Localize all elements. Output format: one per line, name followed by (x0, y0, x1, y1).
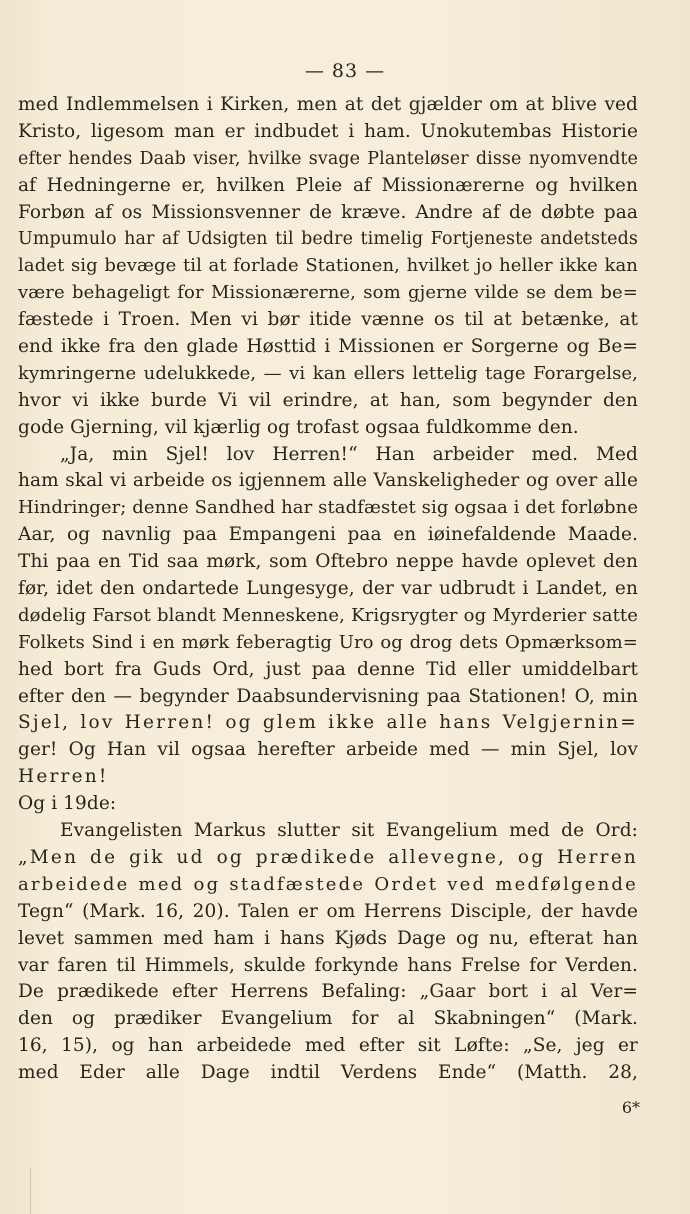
text-line: Hindringer; denne Sandhed har stadfæstet sig ogsaa i det forløbne (18, 497, 638, 519)
text-line: arbeidede med og stadfæstede Ordet ved medfølgende (18, 873, 638, 895)
text-line: Tegn“ (Mark. 16, 20). Talen er om Herrens Disciple, der havde (18, 900, 638, 922)
text-line: Kristo, ligesom man er indbudet i ham. Unokutembas Historie (18, 120, 638, 142)
text-line: ham skal vi arbeide os igjennem alle Vanskeligheder og over alle (18, 470, 638, 492)
page-edge-mark (0, 1168, 31, 1214)
text-line: Umpumulo har af Udsigten til bedre timelig Fortjeneste andetsteds (18, 229, 638, 250)
text-line: 16, 15), og han arbeidede med efter sit Løfte: „Se, jeg er (18, 1035, 638, 1057)
text-line: den og prædiker Evangelium for al Skabningen“ (Mark. (18, 1008, 638, 1030)
text-line: end ikke fra den glade Høsttid i Missionen er Sorgerne og Be= (18, 336, 638, 358)
text-line: Herren! (18, 766, 109, 788)
text-line: hed bort fra Guds Ord, just paa denne Tid eller umiddelbart (18, 658, 638, 680)
text-line: være behageligt for Missionærerne, som gjerne vilde se dem be= (18, 282, 638, 304)
text-line: dødelig Farsot blandt Menneskene, Krigsrygter og Myrderier satte (18, 604, 638, 626)
body-text (18, 92, 638, 1087)
text-line: Folkets Sind i en mørk feberagtig Uro og drog dets Opmærksom= (18, 631, 638, 653)
text-line: var faren til Himmels, skulde forkynde hans Frelse for Verden. (18, 954, 638, 976)
text-line: hvor vi ikke burde Vi vil erindre, at han, som begynder den (18, 389, 638, 411)
text-line: Aar, og navnlig paa Empangeni paa en iøinefaldende Maade. (18, 524, 638, 546)
text-line: efter den — begynder Daabsundervisning paa Stationen! O, min (18, 685, 638, 707)
text-line: Forbøn af os Missionsvenner de kræve. Andre af de døbte paa (18, 201, 638, 223)
text-line: efter hendes Daab viser, hvilke svage Planteløser disse nyomvendte (18, 148, 638, 169)
text-line: af Hedningerne er, hvilken Pleie af Missionærerne og hvilken (18, 174, 638, 196)
text-line: ladet sig bevæge til at forlade Stationen, hvilket jo heller ikke kan (18, 255, 638, 277)
text-line: Sjel, lov Herren! og glem ikke alle hans Velgjernin= (18, 712, 638, 734)
text-line: „Men de gik ud og prædikede allevegne, og Herren (18, 846, 638, 868)
text-line: Evangelisten Markus slutter sit Evangelium med de Ord: (60, 820, 638, 842)
page-number: — 83 — (304, 60, 386, 82)
text-line: gode Gjerning, vil kjærlig og trofast ogsaa fuldkomme den. (18, 416, 579, 438)
text-line: „Ja, min Sjel! lov Herren!“ Han arbeider med. Med (60, 443, 638, 465)
text-line: med Eder alle Dage indtil Verdens Ende“ (Matth. 28, (18, 1062, 638, 1084)
signature-mark: 6* (621, 1098, 640, 1117)
text-line: fæstede i Troen. Men vi bør itide vænne os til at betænke, at (18, 309, 638, 331)
text-line: med Indlemmelsen i Kirken, men at det gjælder om at blive ved (18, 94, 638, 115)
text-line: Og i 19de: (18, 793, 117, 815)
text-line: levet sammen med ham i hans Kjøds Dage og nu, efterat han (18, 927, 638, 949)
text-line: ger! Og Han vil ogsaa herefter arbeide med — min Sjel, lov (18, 739, 638, 761)
text-line: kymringerne udelukkede, — vi kan ellers lettelig tage Forargelse, (18, 362, 638, 384)
text-line: Thi paa en Tid saa mørk, som Oftebro neppe havde oplevet den (18, 551, 638, 573)
text-line: De prædikede efter Herrens Befaling: „Gaar bort i al Ver= (18, 981, 638, 1003)
text-line: før, idet den ondartede Lungesyge, der var udbrudt i Landet, en (18, 578, 638, 600)
